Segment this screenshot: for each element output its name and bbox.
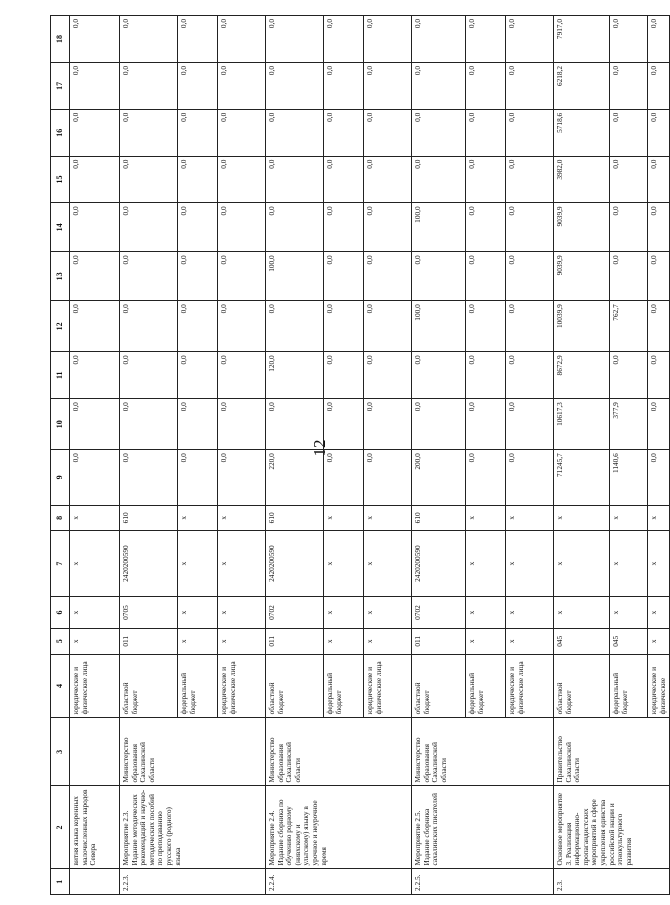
value-cell: 0,0 (364, 450, 412, 505)
text-cell: областной бюджет (120, 654, 178, 718)
value-cell: 0,0 (266, 109, 324, 156)
value-cell: 0,0 (178, 109, 218, 156)
value-cell: 0,0 (610, 252, 648, 301)
value-cell: 0,0 (610, 62, 648, 109)
header-cell: 13 (51, 252, 70, 301)
value-cell: x (70, 531, 120, 597)
text-cell: юридические и физические лица (364, 654, 412, 718)
value-cell: 0,0 (70, 399, 120, 450)
value-cell: 0,0 (506, 62, 554, 109)
value-cell: 0,0 (648, 399, 670, 450)
table-row (412, 16, 466, 895)
value-cell: 0,0 (466, 450, 506, 505)
value-cell: 0,0 (648, 352, 670, 399)
value-cell: 7917,0 (554, 16, 610, 63)
value-cell: 377,9 (610, 399, 648, 450)
value-cell: 0,0 (412, 399, 466, 450)
value-cell: 200,0 (412, 450, 466, 505)
value-cell: 0,0 (70, 252, 120, 301)
value-cell: 0,0 (218, 16, 266, 63)
value-cell: 9039,9 (554, 203, 610, 252)
value-cell: x (70, 597, 120, 629)
header-row (51, 16, 70, 895)
value-cell: 0,0 (324, 62, 364, 109)
value-cell: 0,0 (506, 352, 554, 399)
value-cell: 0,0 (324, 16, 364, 63)
value-cell: 0,0 (610, 109, 648, 156)
value-cell: x (364, 629, 412, 655)
value-cell: 0,0 (218, 399, 266, 450)
value-cell: 0,0 (324, 399, 364, 450)
value-cell: x (648, 597, 670, 629)
value-cell: 0,0 (648, 301, 670, 352)
value-cell: x (466, 629, 506, 655)
header-cell: 12 (51, 301, 70, 352)
value-cell: 0,0 (218, 252, 266, 301)
header-cell: 6 (51, 597, 70, 629)
text-cell: Министерство образования Сахалинской области (412, 718, 554, 786)
value-cell: 0,0 (364, 16, 412, 63)
value-cell: 0702 (412, 597, 466, 629)
value-cell: 0,0 (120, 399, 178, 450)
value-cell: 0,0 (120, 156, 178, 203)
text-cell: Министерство образования Сахалинской области (266, 718, 412, 786)
text-cell: Министерство образования Сахалинской области (120, 718, 266, 786)
value-cell: 0,0 (506, 399, 554, 450)
text-cell (70, 869, 120, 895)
value-cell: x (178, 531, 218, 597)
value-cell: 0,0 (178, 252, 218, 301)
value-cell: 011 (120, 629, 178, 655)
value-cell: 0,0 (178, 352, 218, 399)
value-cell: 0,0 (70, 62, 120, 109)
value-cell: 0,0 (218, 109, 266, 156)
header-cell: 3 (51, 718, 70, 786)
value-cell: 0,0 (324, 352, 364, 399)
value-cell: x (506, 629, 554, 655)
value-cell: 0,0 (364, 62, 412, 109)
text-cell: юридические и физические (648, 654, 670, 718)
text-cell: Мероприятие 2.5. Издание сборника сахалинских писателей (412, 786, 554, 869)
value-cell: 0,0 (266, 16, 324, 63)
header-cell: 2 (51, 786, 70, 869)
value-cell: 0,0 (178, 399, 218, 450)
value-cell: 0,0 (648, 450, 670, 505)
text-cell: юридические и физические лица (218, 654, 266, 718)
header-cell: 15 (51, 156, 70, 203)
value-cell: 0,0 (610, 203, 648, 252)
value-cell: 0,0 (412, 156, 466, 203)
value-cell: 0,0 (506, 252, 554, 301)
value-cell: 0,0 (648, 62, 670, 109)
text-cell: юридические и физические лица (506, 654, 554, 718)
value-cell: 0,0 (324, 252, 364, 301)
value-cell: 0,0 (648, 109, 670, 156)
value-cell: 0,0 (120, 62, 178, 109)
value-cell: x (506, 597, 554, 629)
value-cell: x (610, 505, 648, 531)
text-cell: Основное мероприятие 3. Реализация информационно-пропагандистских мероприятий в сфере укрепления единства российской нации и этнокультурного развития (554, 786, 670, 869)
value-cell: 100,0 (412, 301, 466, 352)
value-cell: 220,0 (266, 450, 324, 505)
value-cell: 0,0 (70, 203, 120, 252)
text-cell: федеральный бюджет (466, 654, 506, 718)
value-cell: 0,0 (178, 450, 218, 505)
text-cell: 2.2.4. (266, 869, 412, 895)
value-cell: x (218, 629, 266, 655)
value-cell: 0,0 (324, 109, 364, 156)
value-cell: 0,0 (120, 252, 178, 301)
header-cell: 16 (51, 109, 70, 156)
header-cell: 4 (51, 654, 70, 718)
table-row (266, 16, 324, 895)
value-cell: 0,0 (70, 156, 120, 203)
value-cell: 3982,0 (554, 156, 610, 203)
value-cell: 0,0 (466, 252, 506, 301)
value-cell: 0,0 (648, 16, 670, 63)
page-number: 12 (310, 439, 329, 457)
value-cell: 0,0 (466, 16, 506, 63)
text-cell: областной бюджет (554, 654, 610, 718)
value-cell: 0,0 (178, 16, 218, 63)
value-cell: 0,0 (70, 450, 120, 505)
value-cell: 0,0 (218, 301, 266, 352)
value-cell: 0,0 (218, 156, 266, 203)
value-cell: 0,0 (70, 109, 120, 156)
value-cell: 0702 (266, 597, 324, 629)
value-cell: 0,0 (324, 450, 364, 505)
value-cell: x (70, 629, 120, 655)
value-cell: 10617,3 (554, 399, 610, 450)
value-cell: 5718,6 (554, 109, 610, 156)
text-cell (70, 718, 120, 786)
value-cell: 0,0 (70, 301, 120, 352)
value-cell: 0,0 (466, 62, 506, 109)
value-cell: 0,0 (648, 203, 670, 252)
value-cell: x (554, 505, 610, 531)
header-cell: 5 (51, 629, 70, 655)
text-cell: федеральный бюджет (178, 654, 218, 718)
budget-table (50, 15, 670, 895)
value-cell: 762,7 (610, 301, 648, 352)
value-cell: 0,0 (506, 109, 554, 156)
header-cell: 10 (51, 399, 70, 450)
value-cell: 0,0 (466, 156, 506, 203)
value-cell: 1140,6 (610, 450, 648, 505)
value-cell: x (466, 531, 506, 597)
value-cell: 0,0 (610, 16, 648, 63)
value-cell: 2420200590 (266, 531, 324, 597)
text-cell: юридические и физические лица (70, 654, 120, 718)
value-cell: 045 (554, 629, 610, 655)
value-cell: x (178, 597, 218, 629)
value-cell: x (70, 505, 120, 531)
value-cell: 0,0 (412, 252, 466, 301)
value-cell: 0,0 (266, 156, 324, 203)
value-cell: 0,0 (120, 352, 178, 399)
text-cell: федеральный бюджет (610, 654, 648, 718)
value-cell: 0,0 (610, 156, 648, 203)
value-cell: 0,0 (178, 301, 218, 352)
value-cell: x (178, 505, 218, 531)
value-cell: x (610, 531, 648, 597)
value-cell: x (506, 531, 554, 597)
value-cell: 0,0 (218, 352, 266, 399)
text-cell: областной бюджет (412, 654, 466, 718)
value-cell: x (364, 531, 412, 597)
value-cell: 0,0 (178, 156, 218, 203)
value-cell: 0,0 (120, 203, 178, 252)
value-cell: 0,0 (506, 450, 554, 505)
value-cell: 0,0 (466, 352, 506, 399)
value-cell: 0,0 (266, 301, 324, 352)
value-cell: 0,0 (364, 352, 412, 399)
value-cell: 0,0 (506, 301, 554, 352)
text-cell: Мероприятие 2.4. Издание сборника по обучению родному (нивхскому и ультскому) языку в урочное и неурочное время (266, 786, 412, 869)
value-cell: 0,0 (120, 301, 178, 352)
value-cell: x (218, 531, 266, 597)
value-cell: 0,0 (610, 352, 648, 399)
value-cell: 011 (266, 629, 324, 655)
value-cell: 8672,9 (554, 352, 610, 399)
value-cell: x (324, 597, 364, 629)
table-container (50, 15, 667, 895)
text-cell: 2.2.5. (412, 869, 554, 895)
value-cell: 0,0 (466, 203, 506, 252)
value-cell: 011 (412, 629, 466, 655)
text-cell: витня языка коренных малочисленных народов Севера (70, 786, 120, 869)
value-cell: 0,0 (364, 109, 412, 156)
value-cell: 0,0 (506, 16, 554, 63)
header-cell: 11 (51, 352, 70, 399)
value-cell: 0,0 (412, 352, 466, 399)
value-cell: x (648, 629, 670, 655)
value-cell: x (178, 629, 218, 655)
value-cell: 0,0 (324, 203, 364, 252)
value-cell: 0,0 (364, 203, 412, 252)
value-cell: 045 (610, 629, 648, 655)
table-row (120, 16, 178, 895)
value-cell: 0,0 (412, 16, 466, 63)
value-cell: 71245,7 (554, 450, 610, 505)
value-cell: 0,0 (266, 203, 324, 252)
text-cell: Правительство Сахалинской области (554, 718, 670, 786)
value-cell: x (324, 629, 364, 655)
value-cell: 0,0 (364, 252, 412, 301)
header-cell: 9 (51, 450, 70, 505)
value-cell: 0,0 (324, 301, 364, 352)
value-cell: 0,0 (364, 156, 412, 203)
value-cell: 6218,2 (554, 62, 610, 109)
value-cell: 0,0 (364, 301, 412, 352)
value-cell: 0,0 (466, 301, 506, 352)
value-cell: 0,0 (266, 62, 324, 109)
value-cell: 9039,9 (554, 252, 610, 301)
value-cell: 0,0 (324, 156, 364, 203)
value-cell: x (610, 597, 648, 629)
value-cell: 0,0 (70, 16, 120, 63)
header-cell: 8 (51, 505, 70, 531)
value-cell: x (466, 505, 506, 531)
value-cell: x (466, 597, 506, 629)
value-cell: 610 (412, 505, 466, 531)
value-cell: x (218, 597, 266, 629)
value-cell: 0,0 (218, 62, 266, 109)
table-row (70, 16, 120, 895)
table-row (554, 16, 610, 895)
value-cell: 0,0 (178, 62, 218, 109)
value-cell: 0,0 (412, 62, 466, 109)
header-cell: 14 (51, 203, 70, 252)
value-cell: 2420200590 (412, 531, 466, 597)
value-cell: 0,0 (120, 16, 178, 63)
header-cell: 1 (51, 869, 70, 895)
value-cell: x (554, 531, 610, 597)
value-cell: x (364, 505, 412, 531)
value-cell: 0,0 (70, 352, 120, 399)
value-cell: 120,0 (266, 352, 324, 399)
value-cell: x (364, 597, 412, 629)
value-cell: 610 (120, 505, 178, 531)
value-cell: x (324, 531, 364, 597)
value-cell: x (506, 505, 554, 531)
value-cell: 0705 (120, 597, 178, 629)
text-cell: 2.2.3. (120, 869, 266, 895)
header-cell: 17 (51, 62, 70, 109)
value-cell: 0,0 (648, 252, 670, 301)
value-cell: 100,0 (266, 252, 324, 301)
value-cell: 0,0 (266, 399, 324, 450)
value-cell: 610 (266, 505, 324, 531)
value-cell: 0,0 (120, 109, 178, 156)
value-cell: 10039,9 (554, 301, 610, 352)
header-cell: 18 (51, 16, 70, 63)
header-cell: 7 (51, 531, 70, 597)
value-cell: 0,0 (648, 156, 670, 203)
text-cell: 2.3. (554, 869, 670, 895)
text-cell: Мероприятие 2.3. Издание методических рекомендаций и научно-методических пособий по преподаванию русского (родного) языка (120, 786, 266, 869)
value-cell: 0,0 (466, 399, 506, 450)
value-cell: x (648, 505, 670, 531)
value-cell: 0,0 (120, 450, 178, 505)
value-cell: x (324, 505, 364, 531)
value-cell: 0,0 (218, 450, 266, 505)
text-cell: областной бюджет (266, 654, 324, 718)
value-cell: 0,0 (506, 156, 554, 203)
value-cell: x (218, 505, 266, 531)
value-cell: x (648, 531, 670, 597)
value-cell: 0,0 (364, 399, 412, 450)
value-cell: 2420200590 (120, 531, 178, 597)
value-cell: 0,0 (412, 109, 466, 156)
text-cell: федеральный бюджет (324, 654, 364, 718)
value-cell: 0,0 (178, 203, 218, 252)
value-cell: x (554, 597, 610, 629)
value-cell: 0,0 (466, 109, 506, 156)
value-cell: 0,0 (506, 203, 554, 252)
value-cell: 100,0 (412, 203, 466, 252)
value-cell: 0,0 (218, 203, 266, 252)
